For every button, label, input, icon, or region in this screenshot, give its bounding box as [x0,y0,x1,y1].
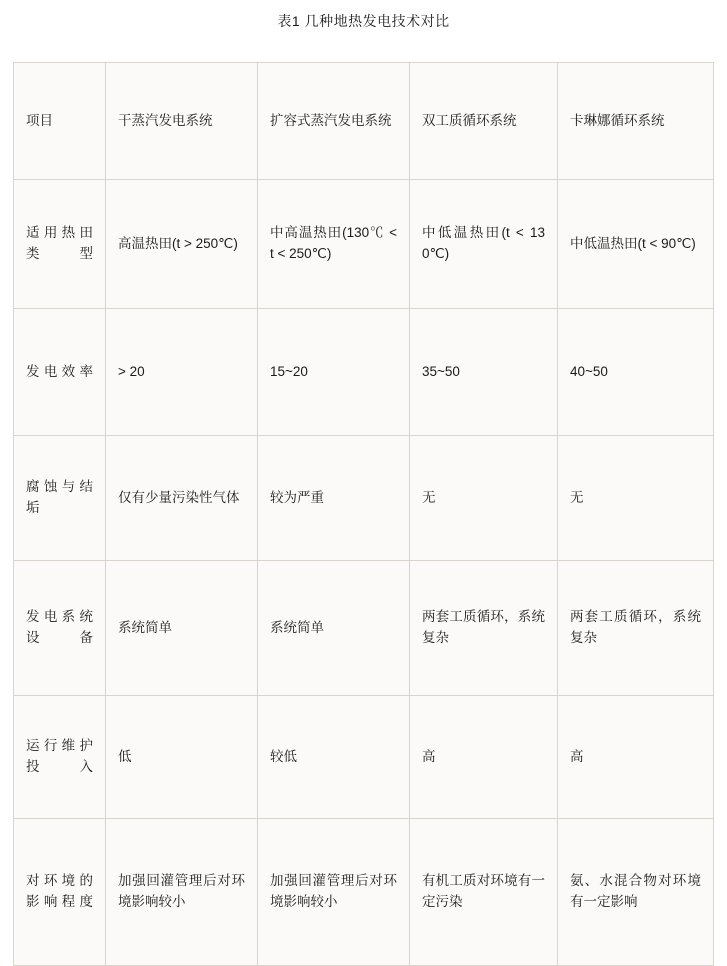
table-cell: 中低温热田(t < 90℃) [558,180,714,309]
column-header-2: 扩容式蒸汽发电系统 [258,63,410,180]
table-cell: 加强回灌管理后对环境影响较小 [106,819,258,966]
column-header-0: 项目 [14,63,106,180]
table-cell: 无 [558,436,714,561]
table-cell: 15~20 [258,309,410,436]
table-row [14,180,714,309]
column-header-4: 卡琳娜循环系统 [558,63,714,180]
table-cell: 40~50 [558,309,714,436]
table-cell: 两套工质循环，系统复杂 [410,561,558,696]
table-cell: 仅有少量污染性气体 [106,436,258,561]
table-caption: 表1 几种地热发电技术对比 [277,13,450,29]
table-cell: 两套工质循环，系统复杂 [558,561,714,696]
row-header: 运行维护投入 [14,696,106,819]
row-header: 发电系统设备 [14,561,106,696]
table-cell: 加强回灌管理后对环境影响较小 [258,819,410,966]
geothermal-comparison-table [13,62,714,966]
table-cell: 有机工质对环境有一定污染 [410,819,558,966]
table-cell: 低 [106,696,258,819]
table-cell: > 20 [106,309,258,436]
table-row [14,309,714,436]
table-header-row [14,63,714,180]
comparison-table-wrapper [13,62,713,966]
table-cell: 35~50 [410,309,558,436]
table-cell: 高 [558,696,714,819]
table-cell: 中低温热田(t < 130℃) [410,180,558,309]
table-cell: 氨、水混合物对环境有一定影响 [558,819,714,966]
table-cell: 中高温热田(130℃ < t < 250℃) [258,180,410,309]
column-header-3: 双工质循环系统 [410,63,558,180]
table-row [14,696,714,819]
table-cell: 无 [410,436,558,561]
table-cell: 系统简单 [258,561,410,696]
table-cell: 高温热田(t > 250℃) [106,180,258,309]
row-header: 发电效率 [14,309,106,436]
row-header: 对环境的影响程度 [14,819,106,966]
row-header: 腐蚀与结垢 [14,436,106,561]
table-row [14,819,714,966]
table-row [14,436,714,561]
table-cell: 较低 [258,696,410,819]
table-cell: 高 [410,696,558,819]
row-header: 适用热田类型 [14,180,106,309]
table-cell: 较为严重 [258,436,410,561]
column-header-1: 干蒸汽发电系统 [106,63,258,180]
table-row [14,561,714,696]
table-cell: 系统简单 [106,561,258,696]
